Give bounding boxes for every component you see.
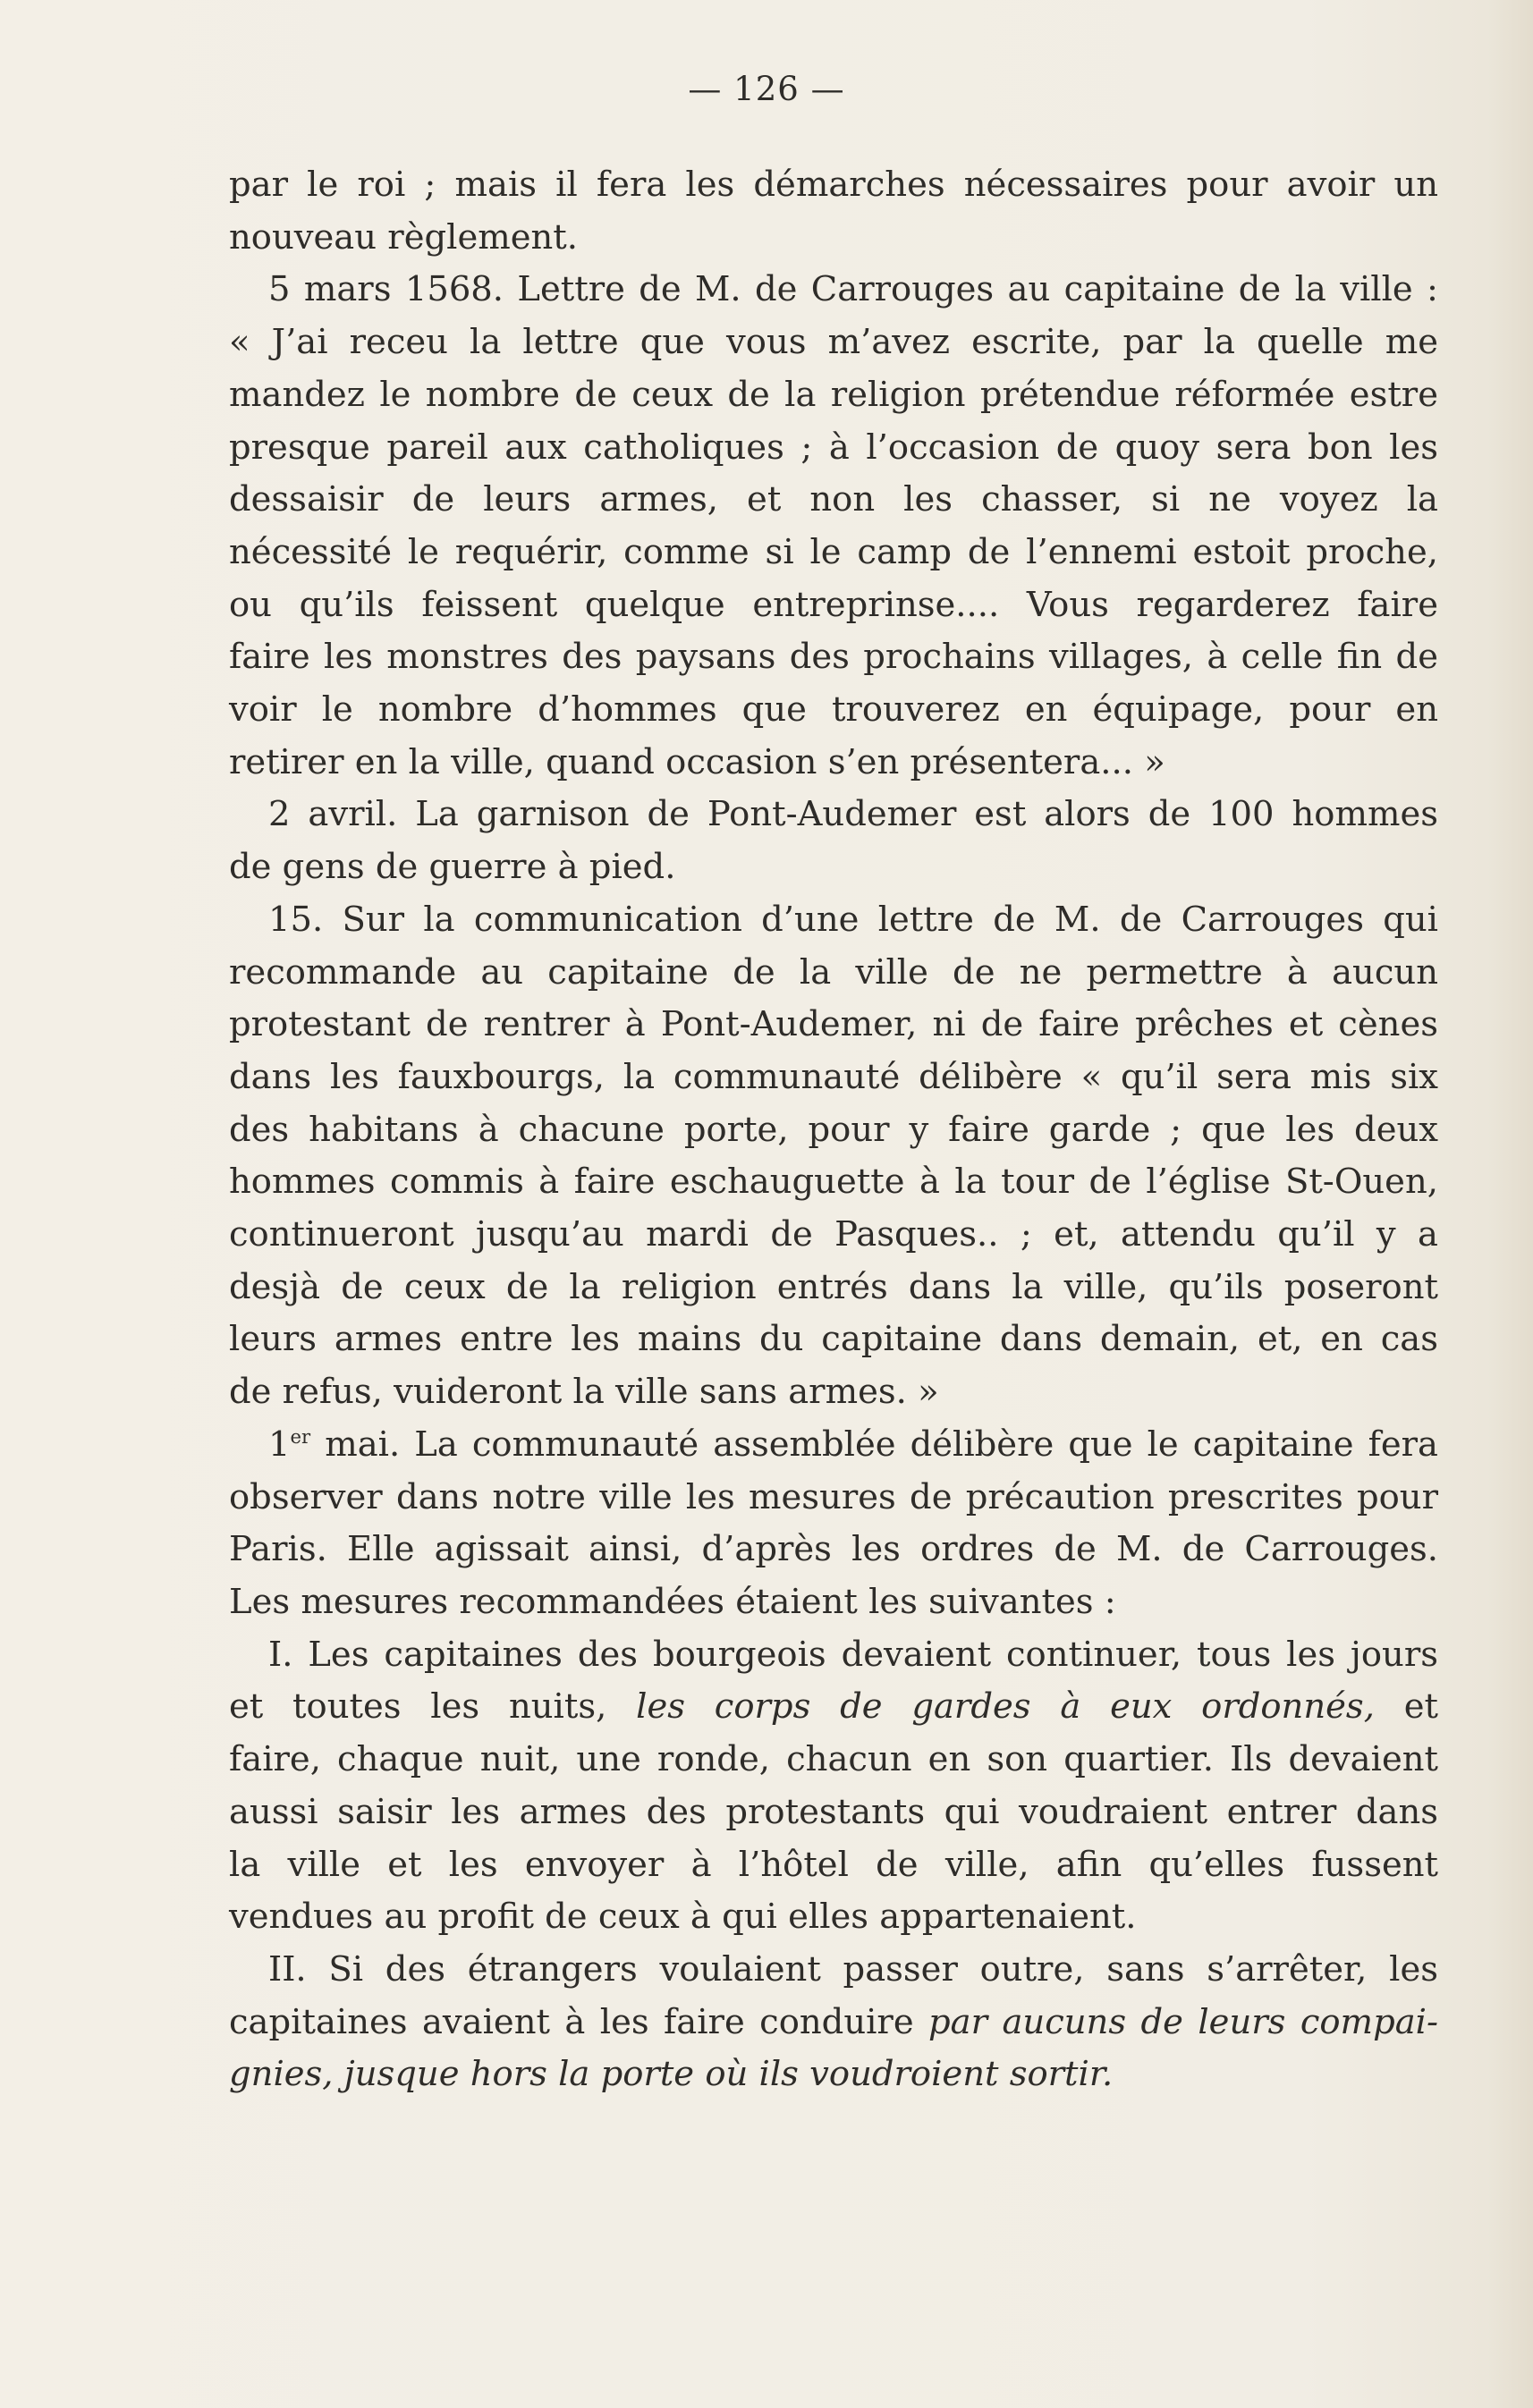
text-line: dessaisir de leurs armes, et non les chasser, si ne voyez la: [229, 479, 1438, 520]
text-line: desjà de ceux de la religion entrés dans la ville, qu’ils poseront: [229, 1266, 1438, 1307]
text-line: des habitans à chacune porte, pour y faire garde ; que les deux: [229, 1109, 1438, 1150]
page-number: — 126 —: [688, 70, 845, 108]
body-text: [229, 159, 1438, 2101]
text-line: Paris. Elle agissait ainsi, d’après les ordres de M. de Carrouges.: [229, 1529, 1438, 1570]
text-line: de refus, vuideront la ville sans armes. »: [229, 1372, 939, 1413]
text-segment: 1: [268, 1424, 291, 1465]
text-line: la ville et les envoyer à l’hôtel de ville, afin qu’elles fussent: [229, 1844, 1438, 1885]
text-line: continueront jusqu’au mardi de Pasques.. ; et, attendu qu’il y a: [229, 1214, 1438, 1255]
text-segment: mai. La communauté assemblée délibère que le capitaine fera: [310, 1424, 1438, 1465]
text-line: [229, 1681, 1438, 1734]
text-line: leurs armes entre les mains du capitaine dans demain, et, en cas: [229, 1319, 1438, 1360]
text-line: 15. Sur la communication d’une lettre de M. de Carrouges qui: [268, 899, 1438, 940]
italic-text: par aucuns de leurs compai-: [928, 2001, 1438, 2042]
text-line: vendues au profit de ceux à qui elles appartenaient.: [229, 1897, 1137, 1938]
text-line: nouveau règlement.: [229, 216, 579, 258]
text-line: faire les monstres des paysans des prochains villages, à celle fin de: [229, 637, 1438, 678]
text-line: I. Les capitaines des bourgeois devaient continuer, tous les jours: [268, 1634, 1438, 1675]
text-line: [229, 2049, 1438, 2101]
text-line: aussi saisir les armes des protestants qui voudraient entrer dans: [229, 1791, 1438, 1832]
text-line: 2 avril. La garnison de Pont-Audemer est alors de 100 hommes: [268, 794, 1438, 835]
text-segment: et: [1374, 1686, 1438, 1728]
text-line: [229, 1419, 1438, 1472]
text-line: recommande au capitaine de la ville de ne permettre à aucun: [229, 951, 1438, 993]
italic-text: gnies, jusque hors la porte où ils voudroient sortir.: [229, 2054, 1114, 2095]
text-line: observer dans notre ville les mesures de précaution prescrites pour: [229, 1476, 1438, 1517]
text-line: 5 mars 1568. Lettre de M. de Carrouges au capitaine de la ville :: [268, 269, 1438, 310]
text-segment: et toutes les nuits,: [229, 1686, 637, 1728]
text-line: II. Si des étrangers voulaient passer outre, sans s’arrêter, les: [268, 1948, 1438, 1990]
text-line: « J’ai receu la lettre que vous m’avez escrite, par la quelle me: [229, 322, 1438, 363]
italic-text: les corps de gardes à eux ordonnés,: [636, 1686, 1375, 1728]
text-line: faire, chaque nuit, une ronde, chacun en son quartier. Ils devaient: [229, 1739, 1438, 1780]
text-line: nécessité le requérir, comme si le camp de l’ennemi estoit proche,: [229, 531, 1438, 572]
text-line: mandez le nombre de ceux de la religion prétendue réformée estre: [229, 374, 1438, 415]
text-line: par le roi ; mais il fera les démarches nécessaires pour avoir un: [229, 165, 1438, 205]
text-line: [229, 1997, 1438, 2049]
superscript: er: [290, 1425, 311, 1449]
text-line: hommes commis à faire eschauguette à la tour de l’église St-Ouen,: [229, 1162, 1438, 1203]
text-line: presque pareil aux catholiques ; à l’occasion de quoy sera bon les: [229, 427, 1438, 468]
text-line: ou qu’ils feissent quelque entreprinse.... Vous regarderez faire: [229, 584, 1438, 625]
text-line: protestant de rentrer à Pont-Audemer, ni de faire prêches et cènes: [229, 1004, 1438, 1045]
text-segment: capitaines avaient à les faire conduire: [229, 2001, 929, 2042]
text-line: retirer en la ville, quand occasion s’en présentera... »: [229, 741, 1165, 782]
text-line: voir le nombre d’hommes que trouverez en équipage, pour en: [229, 689, 1438, 731]
text-line: dans les fauxbourgs, la communauté délibère « qu’il sera mis six: [229, 1056, 1438, 1097]
text-line: de gens de guerre à pied.: [229, 847, 676, 888]
text-line: Les mesures recommandées étaient les suivantes :: [229, 1581, 1116, 1622]
